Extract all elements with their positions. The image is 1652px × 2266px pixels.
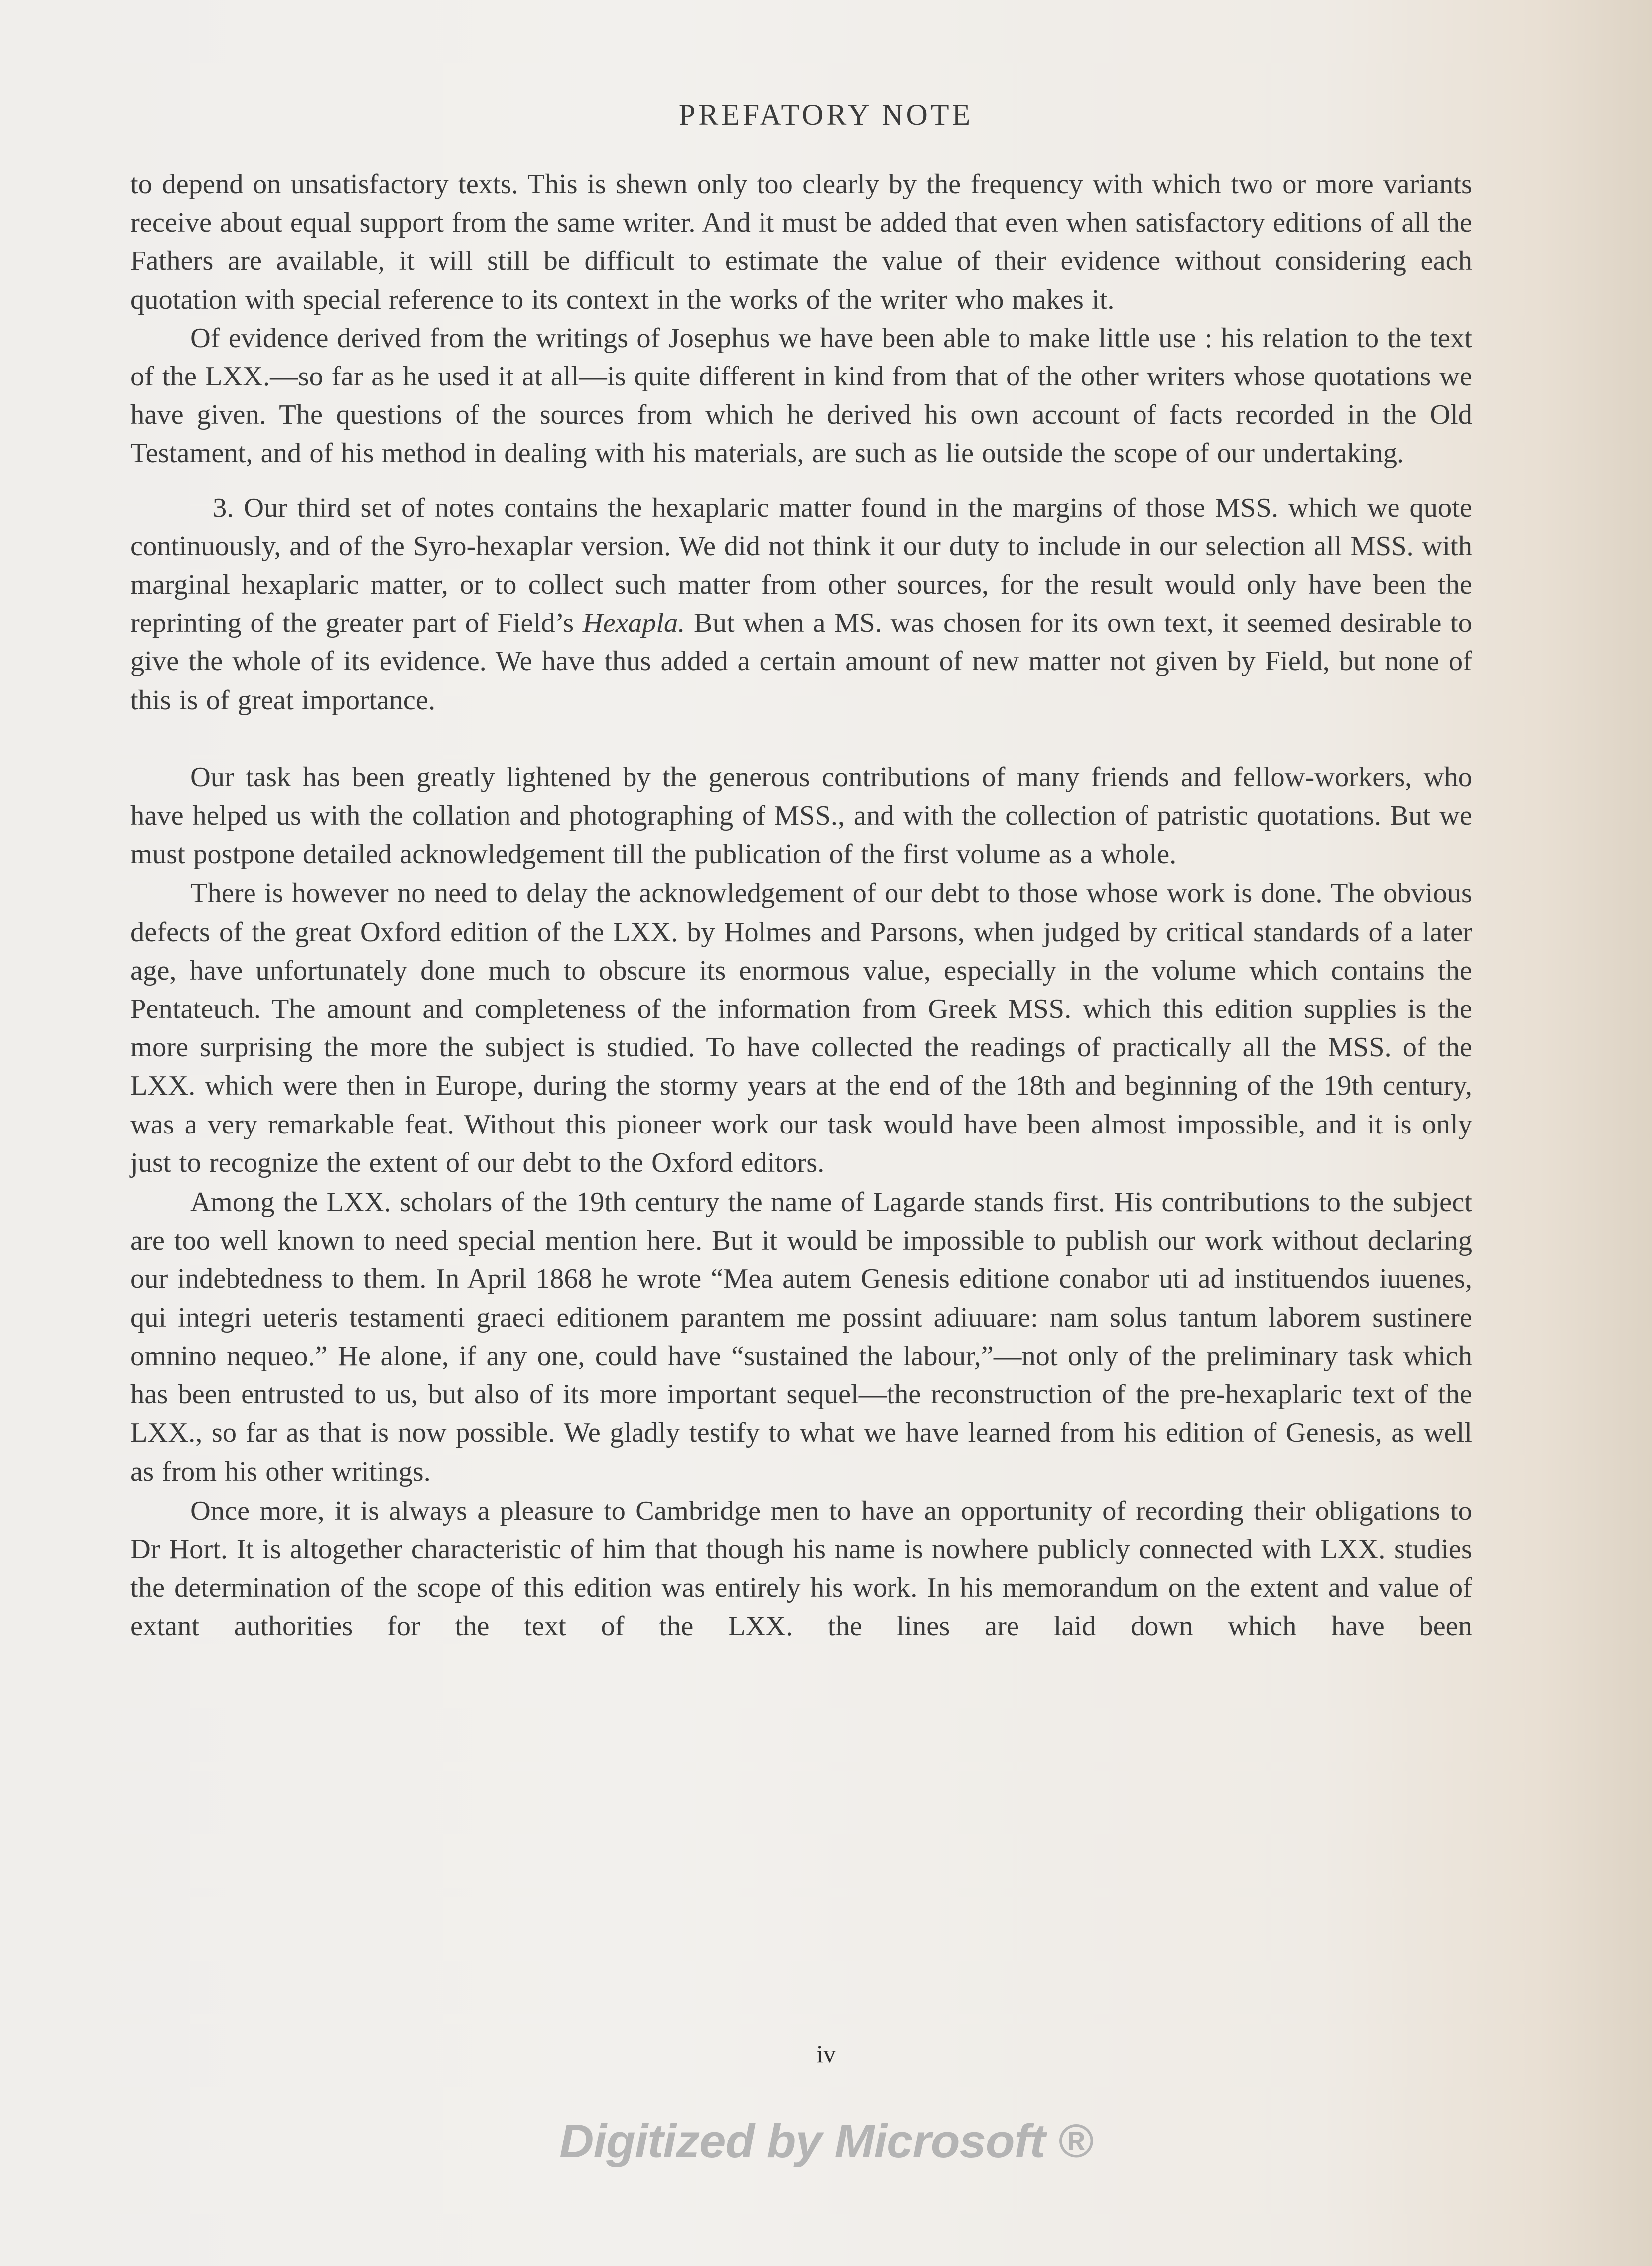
section-3-text-after-italic: But when a MS. was chosen for its own text, it seemed desirable to give the whole of its evidence. We have thus added a certain amount of new matter not given by Field, but none of this is of great importance. [130, 608, 1472, 716]
paragraph-lagarde: Among the LXX. scholars of the 19th century the name of Lagarde stands first. His contributions to the subject are too well known to need special mention here. But it would be impossible to publish our work without declaring our indebtedness to them. In April 1868 he wrote “Mea autem Genesis editione conabor uti ad instituendos iuuenes, qui integri ueteris testamenti graeci editionem parantem me possint adiuuare: nam solus tantum laborem sustinere omnino nequeo.” He alone, if any one, could have “sustained the labour,”—not only of the preliminary task which has been entrusted to us, but also of its more important sequel—the reconstruction of the pre-hexaplaric text of the LXX., so far as that is now possible. We gladly testify to what we have learned from his edition of Genesis, as well as from his other writings. [130, 1187, 1472, 1487]
page-number: iv [816, 2040, 836, 2068]
body-text [130, 165, 1472, 1646]
hexapla-title-italic: Hexapla. [582, 608, 685, 639]
paragraph-section-3-hexaplaric-notes [130, 489, 1472, 720]
running-head-title: PREFATORY NOTE [678, 98, 974, 131]
paragraph-dr-hort: Once more, it is always a pleasure to Cambridge men to have an opportunity of recording their obligations to Dr Hort. It is altogether characteristic of him that though his name is nowhere publicly connected with LXX. studies the determination of the scope of this edition was entirely his work. In his memorandum on the extent and value of extant authorities for the text of the LXX. the lines are laid down which have been [130, 1495, 1472, 1642]
section-3-text-before-italic: 3. Our third set of notes contains the hexaplaric matter found in the margins of those MSS. which we quote continuously, and of the Syro-hexaplar version. We did not think it our duty to include in our selection all MSS. with marginal hexaplaric matter, or to collect such matter from other sources, for the result would only have been the reprinting of the greater part of Field’s [130, 492, 1472, 639]
paragraph-continued-fathers-evidence: to depend on unsatisfactory texts. This is shewn only too clearly by the frequency with which two or more variants receive about equal support from the same writer. And it must be added that even when satisfactory editions of all the Fathers are available, it will still be difficult to estimate the value of their evidence without considering each quotation with special reference to its context in the works of the writer who makes it. [130, 169, 1472, 315]
paragraph-josephus: Of evidence derived from the writings of Josephus we have been able to make little use : his relation to the text of the LXX.—so far as he used it at all—is quite different in kind from that of the other writers whose quotations we have given. The questions of the sources from which he derived his own account of facts recorded in the Old Testament, and of his method in dealing with his materials, are such as lie outside the scope of our undertaking. [130, 322, 1472, 469]
digitized-by-microsoft-watermark: Digitized by Microsoft ® [559, 2115, 1093, 2168]
paragraph-acknowledgement-friends: Our task has been greatly lightened by the generous contributions of many friends and fellow-workers, who have helped us with the collation and photographing of MSS., and with the collection of patristic quotations. But we must postpone detailed acknowledgement till the publication of the first volume as a whole. [130, 761, 1472, 870]
paragraph-oxford-edition: There is however no need to delay the acknowledgement of our debt to those whose work is done. The obvious defects of the great Oxford edition of the LXX. by Holmes and Parsons, when judged by critical standards of a later age, have unfortunately done much to obscure its enormous value, especially in the volume which contains the Pentateuch. The amount and completeness of the information from Greek MSS. which this edition supplies is the more surprising the more the subject is studied. To have collected the readings of practically all the MSS. of the LXX. which were then in Europe, during the stormy years at the end of the 18th and beginning of the 19th century, was a very remarkable feat. Without this pioneer work our task would have been almost impossible, and it is only just to recognize the extent of our debt to the Oxford editors. [130, 878, 1472, 1178]
